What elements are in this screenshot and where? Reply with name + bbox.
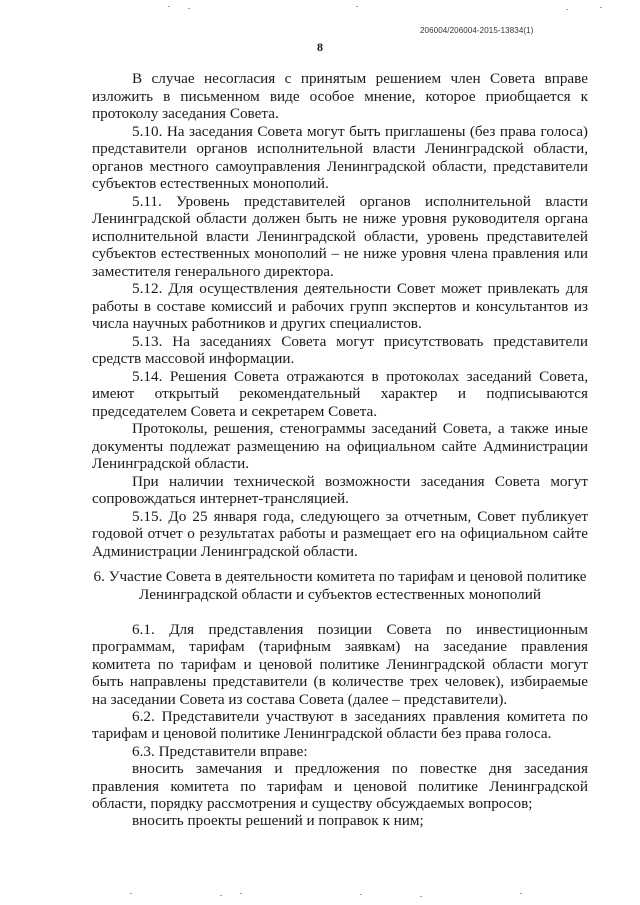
paragraph-broadcast: При наличии технической возможности заседания Совета могут сопровождаться интернет-трансляцией. — [92, 472, 588, 507]
paragraph-5-13: 5.13. На заседаниях Совета могут присутствовать представители средств массовой информации. — [92, 332, 588, 367]
paragraph-6-3: 6.3. Представители вправе: — [132, 742, 308, 760]
paragraph-protocols: Протоколы, решения, стенограммы заседаний Совета, а также иные документы подлежат размещению на официальном сайте Администрации Ленинградской области. — [92, 420, 588, 472]
paragraph-6-1: 6.1. Для представления позиции Совета по инвестиционным программам, тарифам (тарифным заявкам) на заседание правления комитета по тарифам и ценовой политике Ленинградской области могут быть направлены представители (в количестве трех человек), избираемые на заседании Совета из состава Совета (далее – представители). — [92, 621, 588, 708]
paragraph-5-10: 5.10. На заседания Совета могут быть приглашены (без права голоса) представители органов исполнительной власти Ленинградской области, органов местного самоуправления Ленинградской области, представители субъектов естественных монополий. — [92, 122, 588, 192]
section6-body — [92, 621, 588, 830]
paragraph-6-3-remarks: вносить замечания и предложения по повестке дня заседания правления комитета по тарифам и ценовой политике Ленинградской области, порядку рассмотрения и существу обсуждаемых вопросов; — [92, 760, 588, 813]
paragraph-dissent: В случае несогласия с принятым решением член Совета вправе изложить в письменном виде особое мнение, которое приобщается к протоколу заседания Совета. — [92, 70, 588, 122]
paragraph-5-11: 5.11. Уровень представителей органов исполнительной власти Ленинградской области должен быть не ниже уровня руководителя органа исполнительной власти Ленинградской области, уровень представителей субъектов естественных монополий – не ниже уровня члена правления или заместителя генерального директора. — [92, 192, 588, 280]
paragraph-5-14: 5.14. Решения Совета отражаются в протоколах заседаний Совета, имеют открытый рекомендательный характер и подписываются председателем Совета и секретарем Совета. — [92, 367, 588, 420]
scan-noise-bottom — [0, 893, 640, 905]
section-6-heading: 6. Участие Совета в деятельности комитета по тарифам и ценовой политике Ленинградской области и субъектов естественных монополий — [93, 568, 587, 603]
paragraph-5-15: 5.15. До 25 января года, следующего за отчетным, Совет публикует годовой отчет о результатах работы и размещает его на официальном сайте Администрации Ленинградской области. — [92, 507, 588, 560]
paragraph-6-3-drafts: вносить проекты решений и поправок к ним; — [132, 812, 424, 830]
paragraph-6-2: 6.2. Представители участвуют в заседаниях правления комитета по тарифам и ценовой политике Ленинградской области без права голоса. — [92, 708, 588, 743]
page-number: 8 — [317, 40, 323, 54]
document-id: 206004/206004-2015-13834(1) — [420, 26, 534, 35]
section5-body — [92, 70, 588, 560]
paragraph-5-12: 5.12. Для осуществления деятельности Совет может привлекать для работы в составе комиссий и рабочих групп экспертов и консультантов из числа научных работников и других специалистов. — [92, 280, 588, 332]
scan-noise-top — [0, 6, 640, 18]
